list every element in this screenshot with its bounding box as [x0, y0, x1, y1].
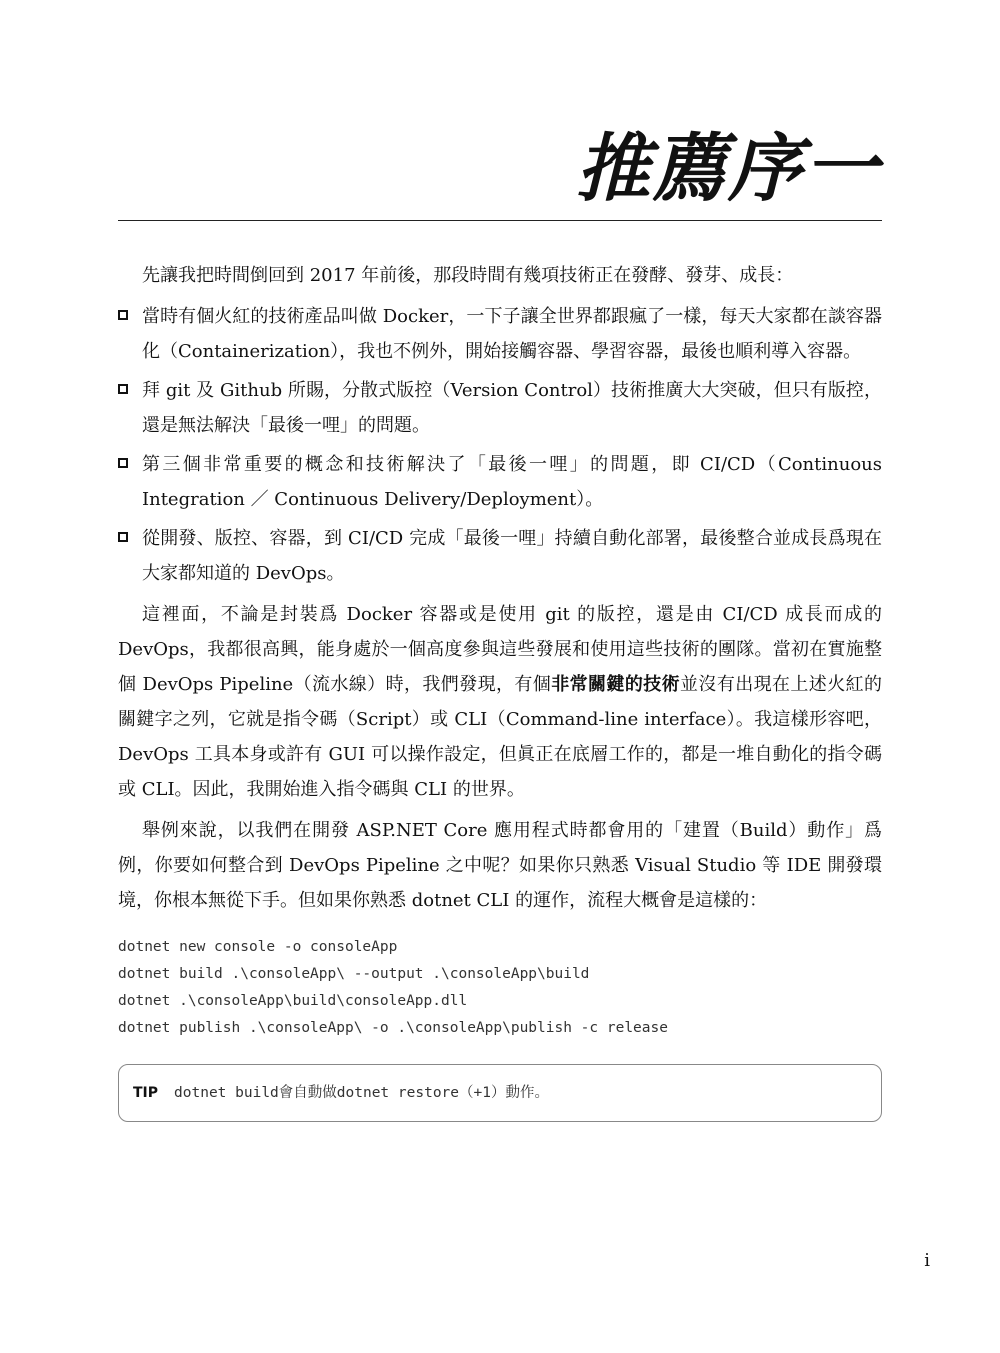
square-bullet-icon	[118, 458, 128, 468]
emphasis-text: 非常關鍵的技術	[551, 674, 681, 695]
square-bullet-icon	[118, 532, 128, 542]
list-item-text: 當時有個火紅的技術產品叫做 Docker，一下子讓全世界都跟瘋了一樣，每天大家都在談容器化（Containerization），我也不例外，開始接觸容器、學習容器，最後也順利導入容器。	[142, 306, 882, 362]
body-content	[118, 258, 882, 1122]
intro-paragraph: 先讓我把時間倒回到 2017 年前後，那段時間有幾項技術正在發酵、發芽、成長：	[142, 265, 794, 286]
title-divider	[118, 220, 882, 221]
chapter-title: 推薦序一	[576, 126, 880, 212]
code-line: dotnet build .\consoleApp\ --output .\consoleApp\build	[118, 966, 590, 982]
code-block	[118, 934, 882, 1042]
list-item	[118, 447, 882, 517]
devops-paragraph	[118, 597, 882, 807]
list-item	[118, 373, 882, 443]
list-item	[118, 521, 882, 591]
devops-paragraph-start: 這裡面，不論是封裝爲 Docker 容器或是使用 git 的版控，還是由 CI/CD 成長而成的 DevOps，我都很高興，能身處於一個高度參與這些發展和使用這些技術的團隊。當初在實施整個 DevOps Pipeline（流水線）時，我們發現，有個	[118, 604, 882, 695]
code-line: dotnet new console -o consoleApp	[118, 939, 398, 955]
code-line: dotnet publish .\consoleApp\ -o .\consoleApp\publish -c release	[118, 1020, 668, 1036]
square-bullet-icon	[118, 384, 128, 394]
list-item-text: 拜 git 及 Github 所賜，分散式版控（Version Control）技術推廣大大突破，但只有版控，還是無法解決「最後一哩」的問題。	[142, 380, 882, 436]
bullet-list	[118, 299, 882, 591]
tip-label: TIP	[133, 1084, 159, 1101]
devops-paragraph-end: 並沒有出現在上述火紅的關鍵字之列，它就是指令碼（Script）或 CLI（Command-line interface）。我這樣形容吧，DevOps 工具本身或許有 GUI 可以操作設定，但眞正在底層工作的，都是一堆自動化的指令碼或 CLI。因此，我開始進入指令碼與 CLI 的世界。	[118, 674, 883, 800]
list-item	[118, 299, 882, 369]
tip-box	[118, 1064, 882, 1122]
example-paragraph: 舉例來說，以我們在開發 ASP.NET Core 應用程式時都會用的「建置（Build）動作」爲例，你要如何整合到 DevOps Pipeline 之中呢？如果你只熟悉 Visual Studio 等 IDE 開發環境，你根本無從下手。但如果你熟悉 dotnet CLI 的運作，流程大概會是這樣的：	[118, 820, 882, 911]
square-bullet-icon	[118, 310, 128, 320]
list-item-text: 從開發、版控、容器，到 CI/CD 完成「最後一哩」持續自動化部署，最後整合並成長爲現在大家都知道的 DevOps。	[142, 528, 882, 584]
list-item-text: 第三個非常重要的概念和技術解決了「最後一哩」的問題，即 CI/CD（Continuous Integration ／ Continuous Delivery/Deployment）。	[142, 454, 882, 510]
tip-text: dotnet build會自動做dotnet restore（+1）動作。	[174, 1084, 549, 1101]
page-number: i	[924, 1250, 930, 1271]
code-line: dotnet .\consoleApp\build\consoleApp.dll	[118, 993, 468, 1009]
